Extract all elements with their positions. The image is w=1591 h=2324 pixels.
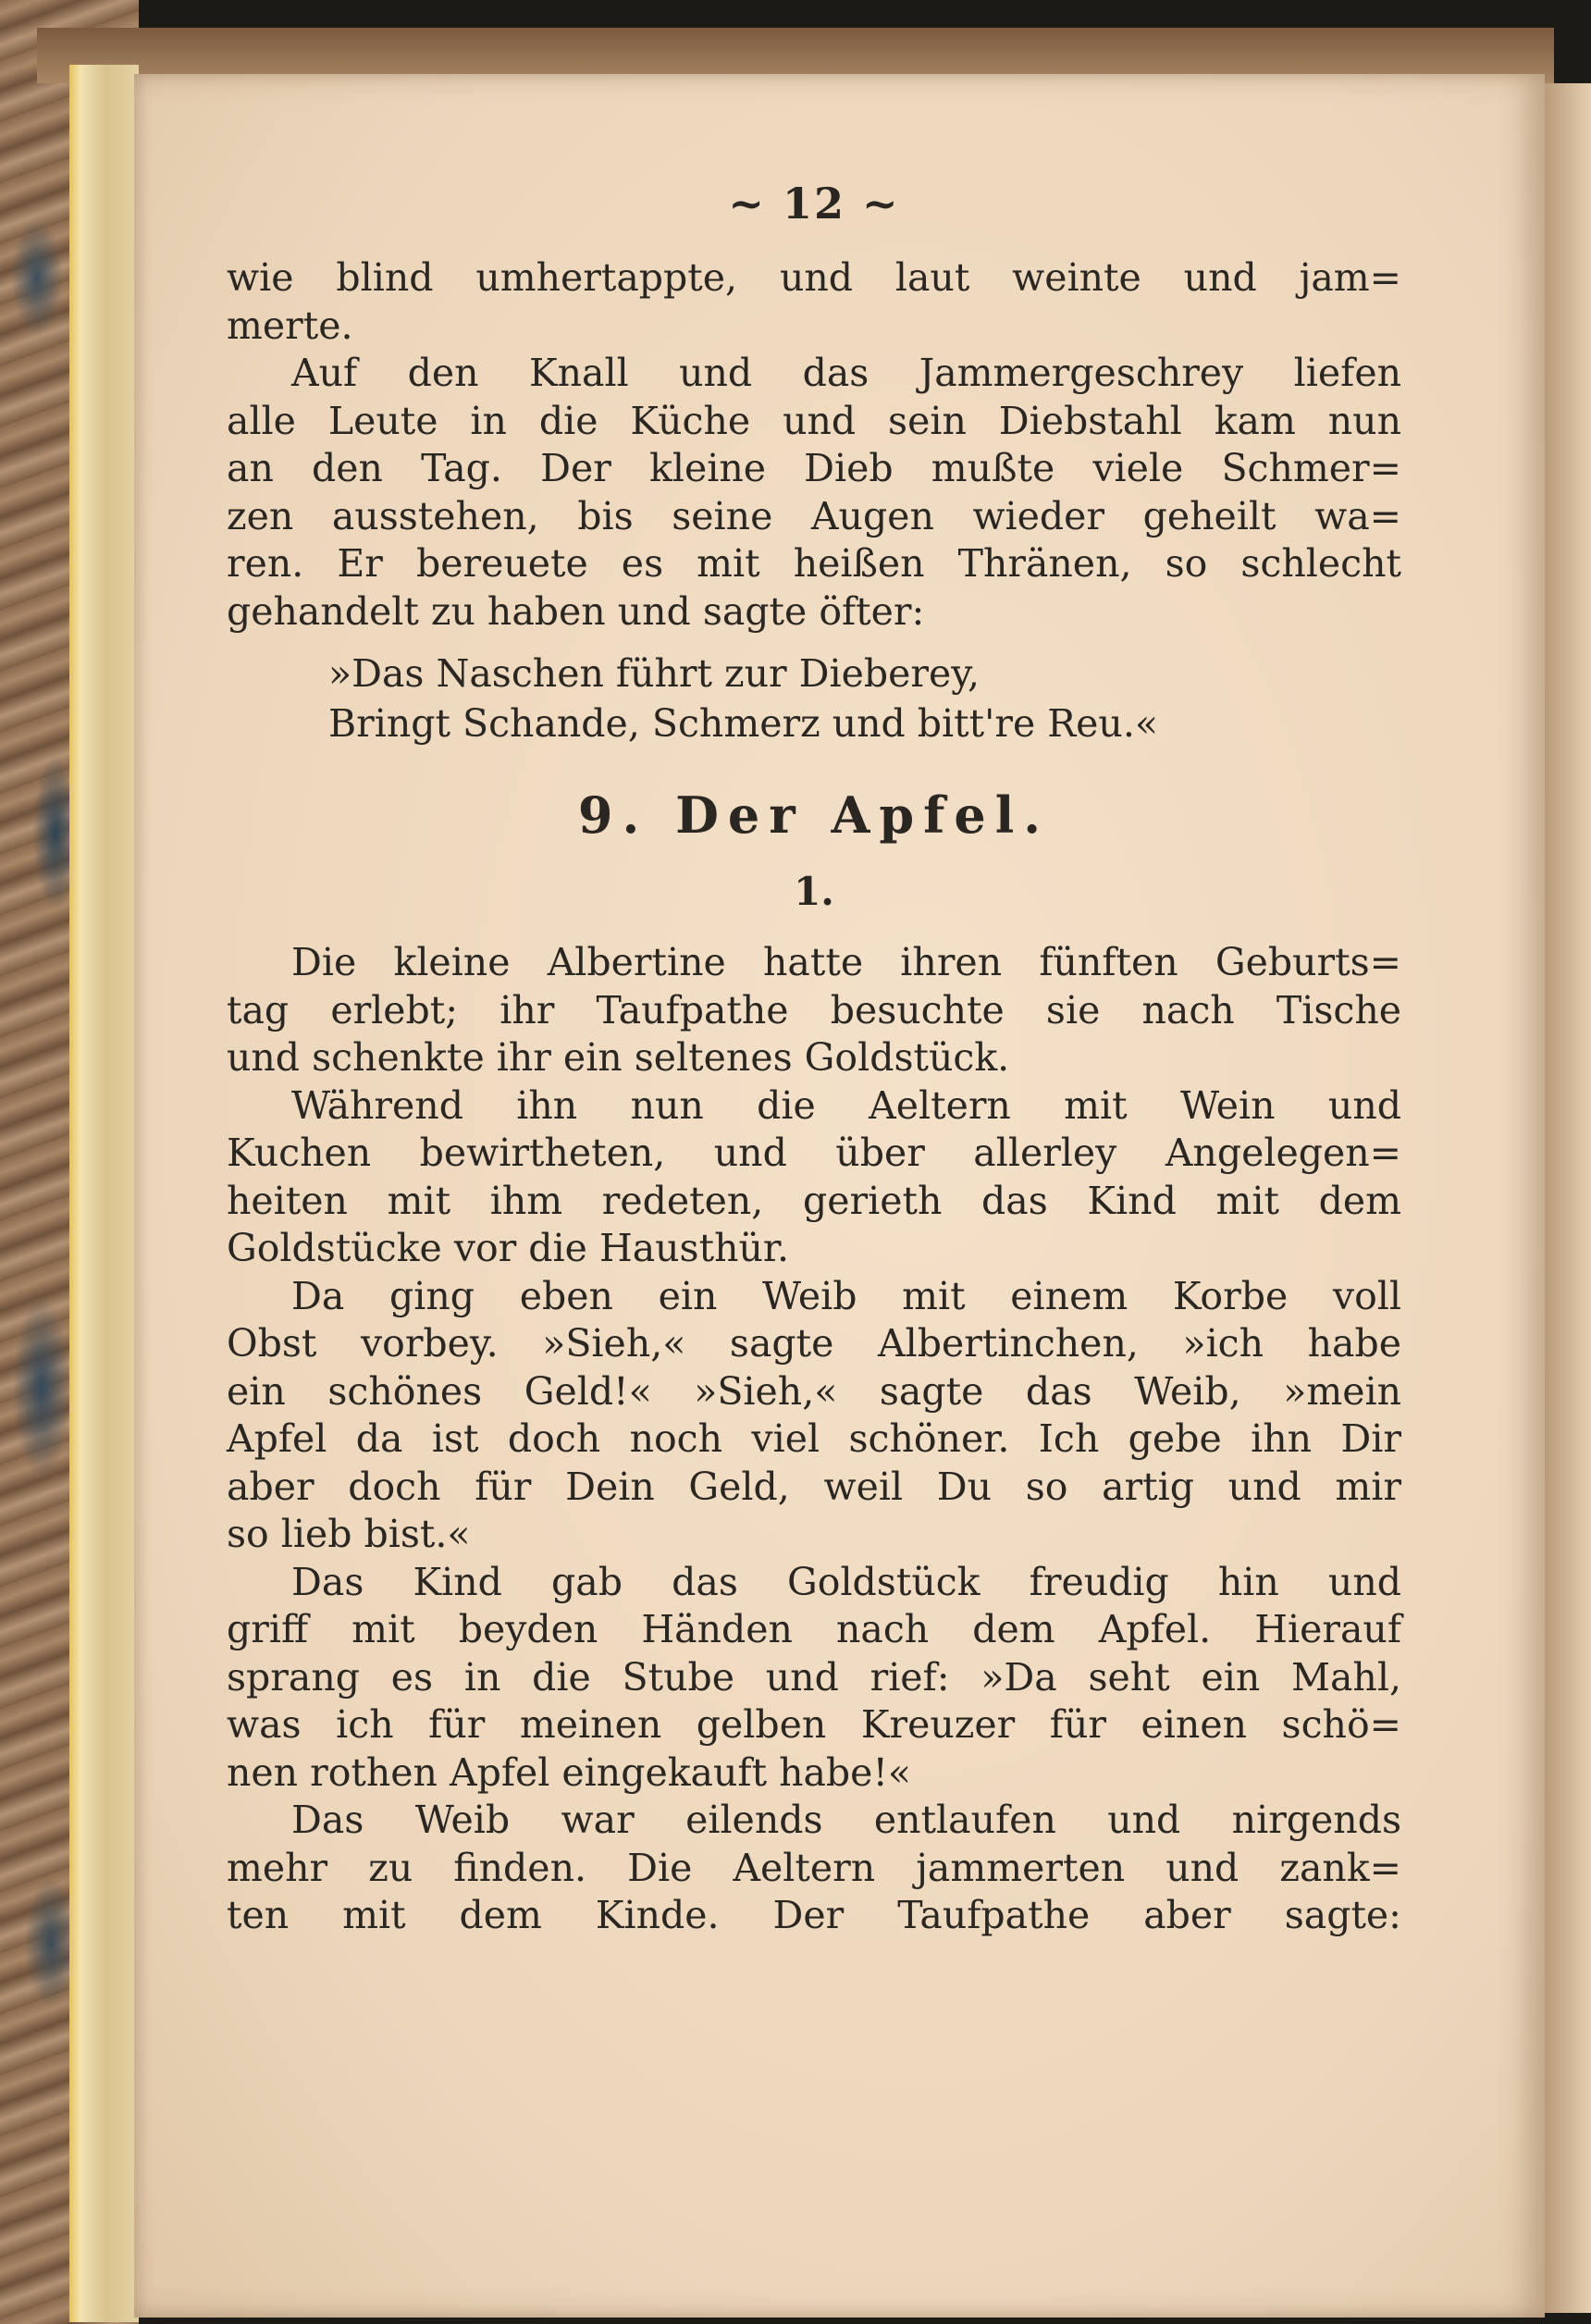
text-line: griff mit beyden Händen nach dem Apfel. Hierauf — [227, 1607, 1401, 1651]
text-line: mehr zu finden. Die Aeltern jammerten und zank= — [227, 1845, 1401, 1890]
paragraph-7 — [227, 1797, 1401, 1940]
text-line: alle Leute in die Küche und sein Diebstahl kam nun — [227, 398, 1401, 443]
text-line: Kuchen bewirtheten, und über allerley Angelegen= — [227, 1131, 1401, 1175]
paragraph-5 — [227, 1273, 1401, 1559]
text-line: ein schönes Geld!« »Sieh,« sagte das Weib, »mein — [227, 1368, 1401, 1414]
text-line: Das Kind gab das Goldstück freudig hin und — [291, 1559, 1401, 1604]
text-line: Die kleine Albertine hatte ihren fünften Geburts= — [291, 940, 1401, 984]
paragraph-1 — [227, 254, 1401, 350]
text-line: wie blind umhertappte, und laut weinte und jam= — [227, 255, 1401, 300]
page-text — [227, 180, 1401, 1940]
page-stack-edge — [69, 65, 139, 2322]
facing-page-edge — [1545, 83, 1591, 2313]
section-number: 1. — [794, 869, 834, 914]
verse-line: »Das Naschen führt zur Dieberey, — [328, 651, 980, 696]
text-line: und schenkte ihr ein seltenes Goldstück. — [227, 1035, 1010, 1080]
text-line: Goldstücke vor die Hausthür. — [227, 1226, 790, 1270]
paragraph-3 — [227, 939, 1401, 1082]
text-line: Obst vorbey. »Sieh,« sagte Albertinchen, »ich habe — [227, 1321, 1401, 1366]
verse-line: Bringt Schande, Schmerz und bitt're Reu.« — [328, 701, 1158, 746]
text-line: gehandelt zu haben und sagte öfter: — [227, 588, 925, 634]
text-line: nen rothen Apfel eingekauft habe!« — [227, 1749, 912, 1795]
text-line: tag erlebt; ihr Taufpathe besuchte sie nach Tische — [227, 987, 1401, 1032]
text-line: Während ihn nun die Aeltern mit Wein und — [291, 1082, 1401, 1128]
chapter-heading: 9. Der Apfel. — [577, 785, 1051, 845]
text-line: ren. Er bereuete es mit heißen Thränen, so schlecht — [227, 541, 1401, 586]
text-line: zen ausstehen, bis seine Augen wieder geheilt wa= — [227, 493, 1401, 538]
paragraph-6 — [227, 1559, 1401, 1798]
verse-quote — [227, 649, 1401, 748]
text-line: ten mit dem Kinde. Der Taufpathe aber sagte: — [227, 1893, 1401, 1937]
text-line: merte. — [227, 303, 353, 348]
text-line: an den Tag. Der kleine Dieb mußte viele Schmer= — [227, 446, 1401, 490]
paragraph-2 — [227, 350, 1401, 636]
text-line: heiten mit ihm redeten, gerieth das Kind mit dem — [227, 1178, 1401, 1223]
text-line: Das Weib war eilends entlaufen und nirgends — [291, 1798, 1401, 1842]
text-line: Apfel da ist doch noch viel schöner. Ich gebe ihn Dir — [227, 1416, 1401, 1461]
text-line: sprang es in die Stube und rief: »Da seht ein Mahl, — [227, 1654, 1401, 1700]
text-line: aber doch für Dein Geld, weil Du so artig und mir — [227, 1464, 1401, 1509]
text-line: was ich für meinen gelben Kreuzer für einen schö= — [227, 1702, 1401, 1747]
text-line: so lieb bist.« — [227, 1512, 471, 1556]
text-line: Da ging eben ein Weib mit einem Korbe voll — [291, 1273, 1401, 1318]
page-number: ~ 12 ~ — [728, 179, 900, 229]
paragraph-4 — [227, 1082, 1401, 1273]
text-line: Auf den Knall und das Jammergeschrey liefen — [291, 351, 1401, 395]
